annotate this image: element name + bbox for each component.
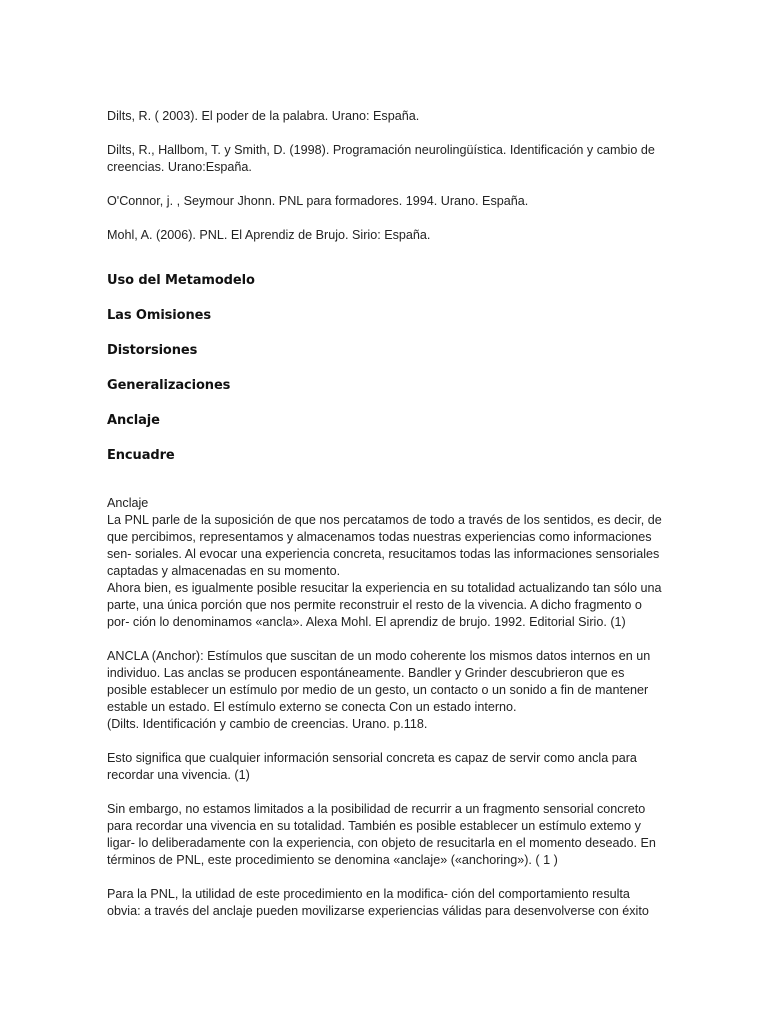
paragraph-line: sen- soriales. Al evocar una experiencia concreta, resucitamos todas las informaciones sensoriales bbox=[107, 547, 660, 561]
reference-line: O'Connor, j. , Seymour Jhonn. PNL para formadores. 1994. Urano. España. bbox=[107, 194, 529, 208]
paragraph bbox=[107, 648, 663, 733]
document-page bbox=[107, 108, 663, 937]
heading-generalizaciones: Generalizaciones bbox=[107, 378, 231, 393]
paragraph-line: Anclaje bbox=[107, 496, 149, 510]
reference-line: creencias. Urano:España. bbox=[107, 160, 252, 174]
paragraph-line: obvia: a través del anclaje pueden movilizarse experiencias válidas para desenvolverse con éxito bbox=[107, 904, 649, 918]
reference-entry bbox=[107, 142, 663, 176]
heading-anclaje: Anclaje bbox=[107, 413, 160, 428]
paragraph bbox=[107, 801, 663, 869]
paragraph-line: La PNL parle de la suposición de que nos percatamos de todo a través de los sentidos, es decir, de bbox=[107, 513, 662, 527]
paragraph bbox=[107, 495, 663, 631]
heading-uso-del-metamodelo: Uso del Metamodelo bbox=[107, 273, 255, 288]
paragraph-line: recordar una vivencia. (1) bbox=[107, 768, 250, 782]
paragraph-line: términos de PNL, este procedimiento se denomina «anclaje» («anchoring»). ( 1 ) bbox=[107, 853, 558, 867]
paragraph-line: Para la PNL, la utilidad de este procedimiento en la modifica- ción del comportamiento resulta bbox=[107, 887, 630, 901]
paragraph-line: por- ción lo denominamos «ancla». Alexa Mohl. El aprendiz de brujo. 1992. Editorial Sirio. (1) bbox=[107, 615, 626, 629]
paragraph-line: captadas y almacenadas en su momento. bbox=[107, 564, 341, 578]
heading-las-omisiones: Las Omisiones bbox=[107, 308, 212, 323]
paragraph-line: Ahora bien, es igualmente posible resucitar la experiencia en su totalidad actualizando tan sólo una bbox=[107, 581, 662, 595]
paragraph-line: ANCLA (Anchor): Estímulos que suscitan de un modo coherente los mismos datos internos en un bbox=[107, 649, 651, 663]
paragraph-line: (Dilts. Identificación y cambio de creencias. Urano. p.118. bbox=[107, 717, 428, 731]
references-section bbox=[107, 108, 663, 244]
paragraph-line: Esto significa que cualquier información sensorial concreta es capaz de servir como ancla para bbox=[107, 751, 637, 765]
body-text bbox=[107, 495, 663, 920]
paragraph-line: parte, una única porción que nos permite reconstruir el resto de la vivencia. A dicho fragmento o bbox=[107, 598, 642, 612]
paragraph-line: ligar- lo deliberadamente con la experiencia, con objeto de resucitarla en el momento deseado. En bbox=[107, 836, 656, 850]
reference-entry bbox=[107, 227, 663, 244]
section-headings bbox=[107, 272, 663, 464]
paragraph-line: estable un estado. El estímulo externo se conecta Con un estado interno. bbox=[107, 700, 517, 714]
heading-distorsiones: Distorsiones bbox=[107, 343, 198, 358]
paragraph-line: Sin embargo, no estamos limitados a la posibilidad de recurrir a un fragmento sensorial concreto bbox=[107, 802, 646, 816]
reference-line: Dilts, R. ( 2003). El poder de la palabra. Urano: España. bbox=[107, 109, 420, 123]
reference-line: Mohl, A. (2006). PNL. El Aprendiz de Brujo. Sirio: España. bbox=[107, 228, 431, 242]
paragraph bbox=[107, 750, 663, 784]
reference-line: Dilts, R., Hallbom, T. y Smith, D. (1998). Programación neurolingüística. Identificación y cambio de bbox=[107, 143, 655, 157]
heading-encuadre: Encuadre bbox=[107, 448, 175, 463]
paragraph bbox=[107, 886, 663, 920]
paragraph-line: para recordar una vivencia en su totalidad. También es posible establecer un estímulo extemo y bbox=[107, 819, 641, 833]
reference-entry bbox=[107, 193, 663, 210]
paragraph-line: individuo. Las anclas se producen espontáneamente. Bandler y Grinder descubrieron que es bbox=[107, 666, 625, 680]
reference-entry bbox=[107, 108, 663, 125]
paragraph-line: que percibimos, representamos y almacenamos todas nuestras experiencias como informaciones bbox=[107, 530, 652, 544]
paragraph-line: posible establecer un estímulo por medio de un gesto, un contacto o un sonido a fin de mantener bbox=[107, 683, 649, 697]
